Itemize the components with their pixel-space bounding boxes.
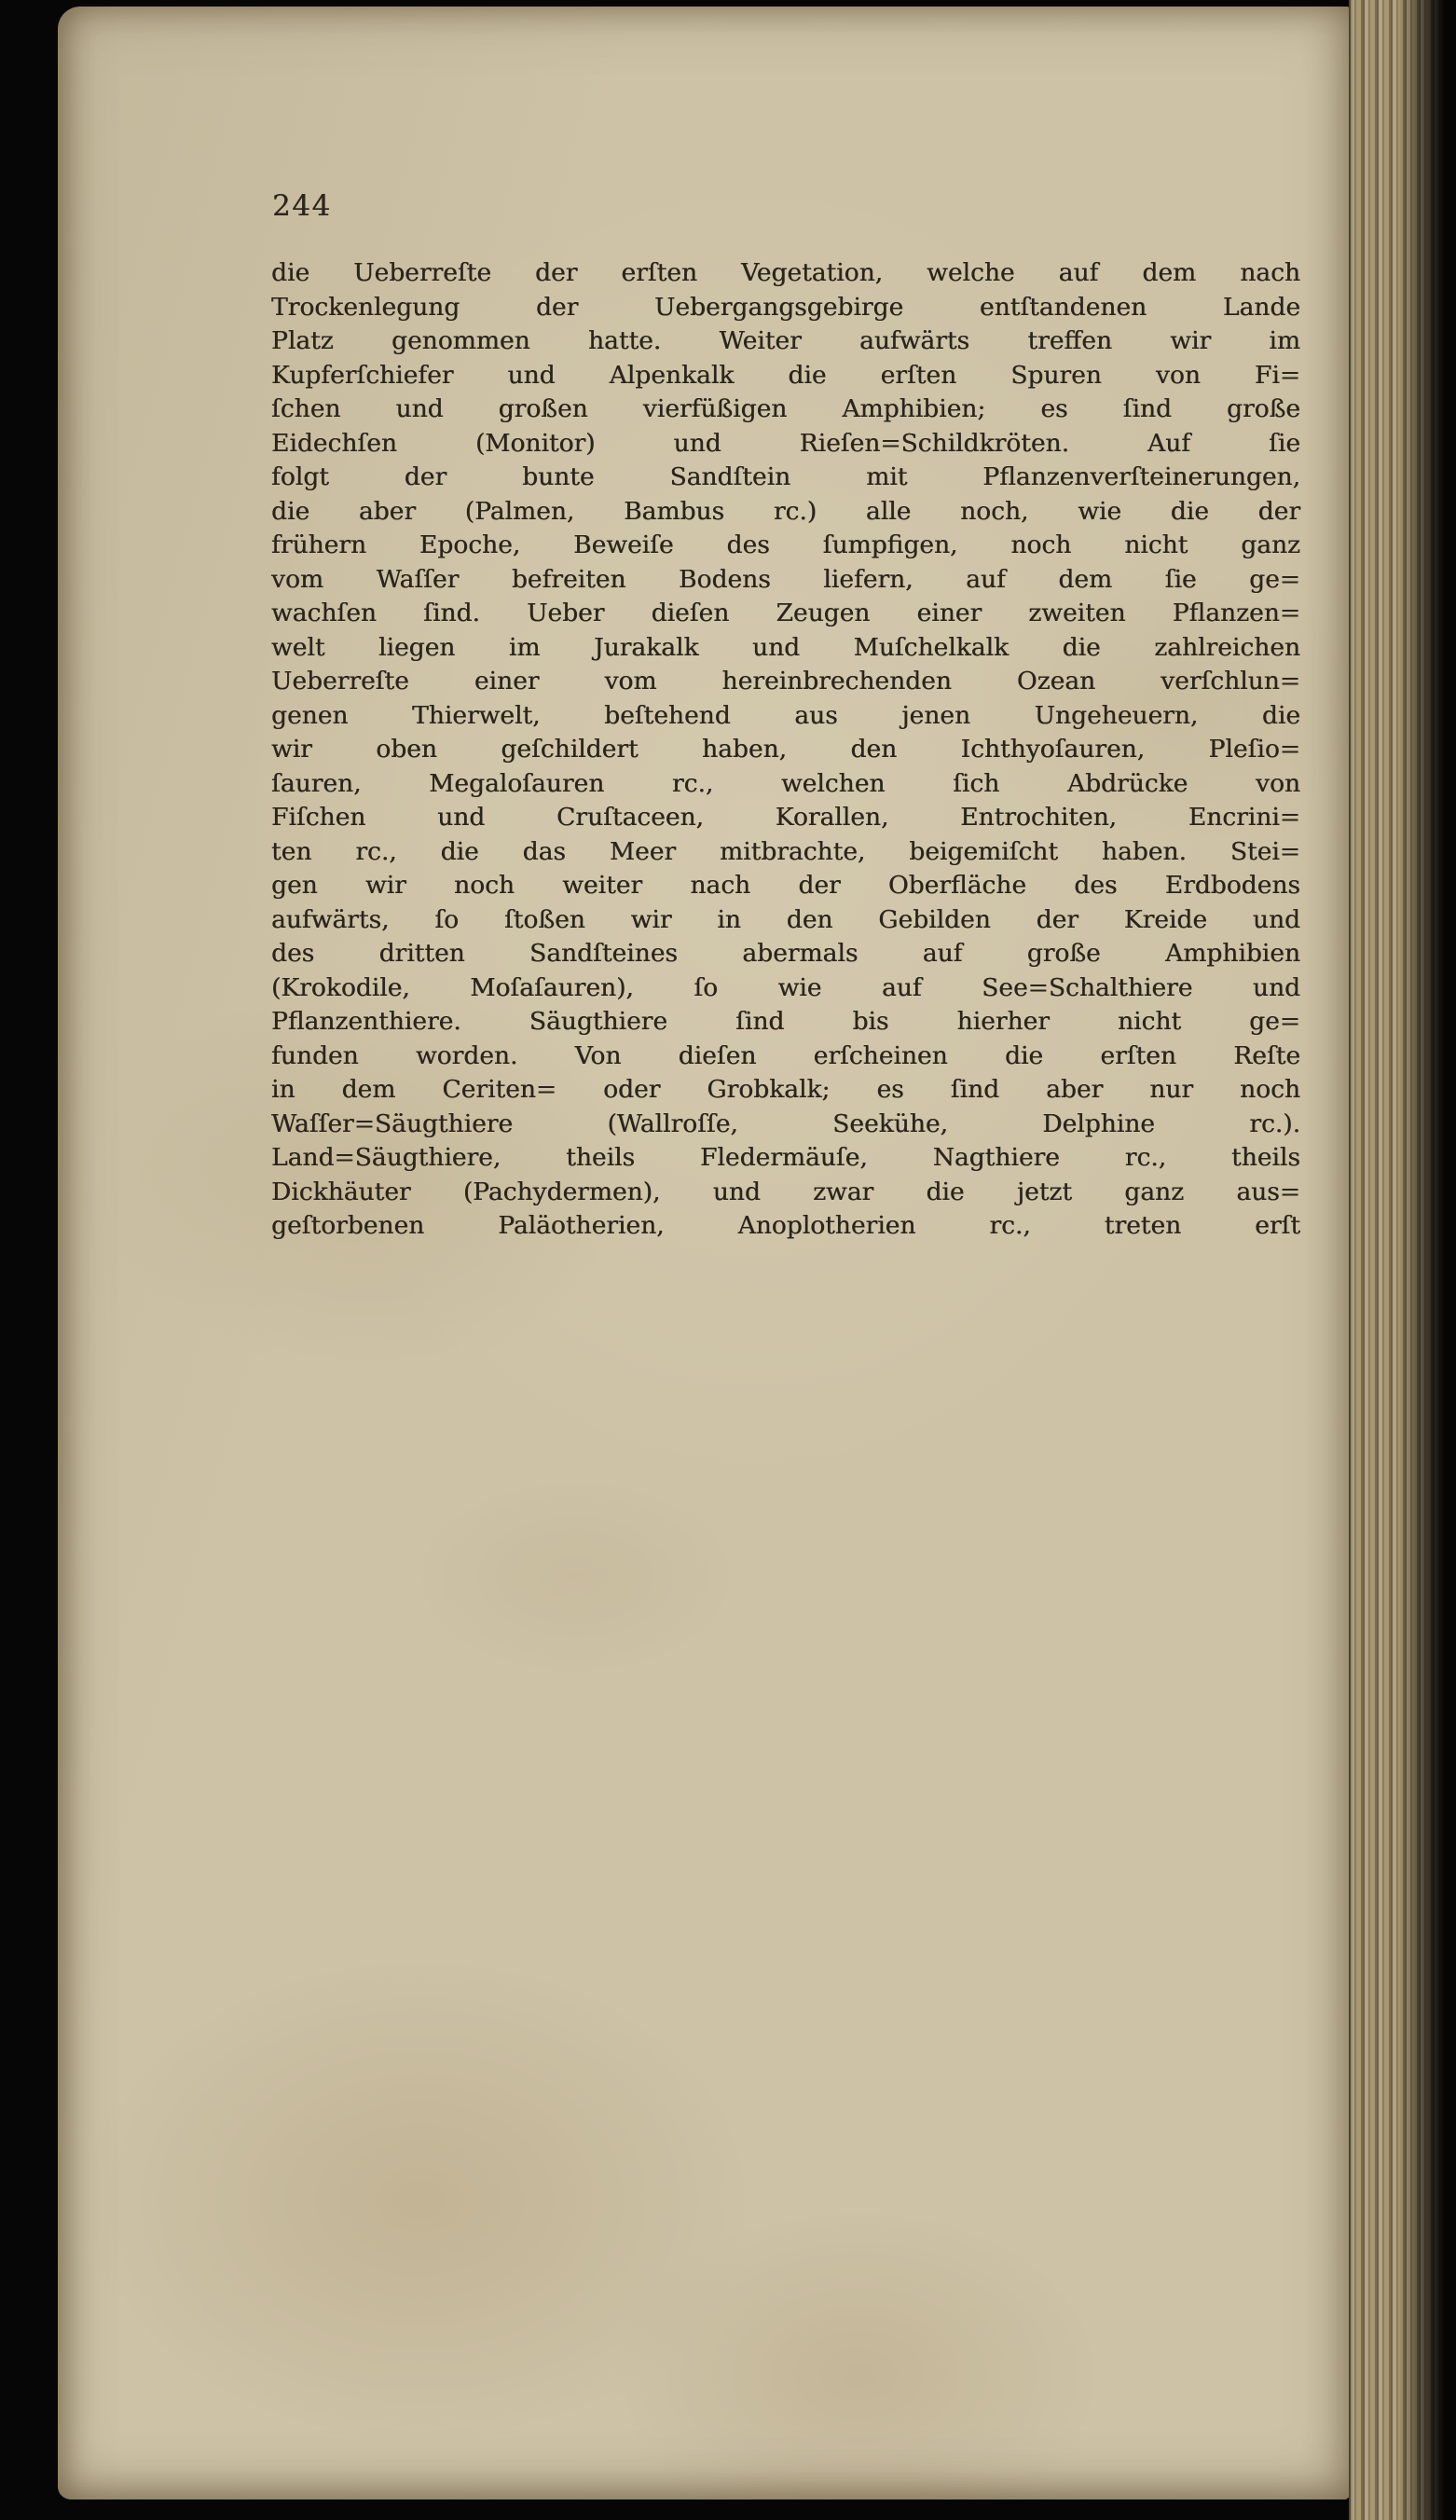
text-line: aufwärts, ſo ſtoßen wir in den Gebilden der Kreide und [271, 904, 1300, 934]
text-line: gen wir noch weiter nach der Oberfläche des Erdbodens [271, 871, 1300, 900]
text-line: funden worden. Von dieſen erſcheinen die erſten Reſte [271, 1040, 1300, 1070]
text-line: ſchen und großen vierfüßigen Amphibien; es ſind große [271, 394, 1300, 423]
text-line: welt liegen im Jurakalk und Muſchelkalk die zahlreichen [271, 632, 1300, 662]
text-line: Pflanzenthiere. Säugthiere ſind bis hierher nicht ge= [271, 1007, 1300, 1036]
book-fore-edge [1349, 0, 1447, 2520]
text-line: Waſſer=Säugthiere (Wallroſſe, Seekühe, Delphine rc.). [271, 1109, 1300, 1138]
text-line: wir oben geſchildert haben, den Ichthyoſauren, Pleſio= [271, 735, 1300, 764]
text-line: Ueberreſte einer vom hereinbrechenden Ozean verſchlun= [271, 667, 1300, 695]
text-line: Land=Säugthiere, theils Fledermäuſe, Nagthiere rc., theils [271, 1143, 1300, 1172]
text-line: die aber (Palmen, Bambus rc.) alle noch, wie die der [271, 496, 1300, 526]
body-text [271, 256, 1300, 1244]
page-number: 244 [272, 189, 332, 223]
text-line: folgt der bunte Sandſtein mit Pflanzenverſteinerungen, [271, 462, 1300, 491]
scan-border [1445, 0, 1456, 2520]
text-line: Fiſchen und Cruſtaceen, Korallen, Entrochiten, Encrini= [271, 803, 1300, 832]
text-line: (Krokodile, Moſaſauren), ſo wie auf See=Schalthiere und [271, 972, 1300, 1002]
text-line: ten rc., die das Meer mitbrachte, beigemiſcht haben. Stei= [271, 836, 1300, 866]
text-line: vom Waſſer befreiten Bodens liefern, auf dem ſie ge= [271, 564, 1300, 594]
text-line: des dritten Sandſteines abermals auf große Amphibien [271, 939, 1300, 968]
text-line: ſauren, Megaloſauren rc., welchen ſich Abdrücke von [271, 768, 1300, 798]
text-line: wachſen ſind. Ueber dieſen Zeugen einer zweiten Pflanzen= [271, 599, 1300, 627]
text-line: Kupferſchiefer und Alpenkalk die erſten Spuren von Fi= [271, 360, 1300, 390]
text-line: Dickhäuter (Pachydermen), und zwar die jetzt ganz aus= [271, 1177, 1300, 1206]
text-line: frühern Epoche, Beweiſe des ſumpfigen, noch nicht ganz [271, 530, 1300, 559]
text-line: geſtorbenen Paläotherien, Anoplotherien rc., treten erſt [271, 1211, 1300, 1240]
text-line: Platz genommen hatte. Weiter aufwärts treffen wir im [271, 326, 1300, 355]
book-page [58, 7, 1350, 2499]
text-line: Trockenlegung der Uebergangsgebirge entſtandenen Lande [271, 292, 1300, 322]
text-line: in dem Ceriten= oder Grobkalk; es ſind aber nur noch [271, 1075, 1300, 1104]
text-line: Eidechſen (Monitor) und Rieſen=Schildkröten. Auf ſie [271, 428, 1300, 458]
text-line: genen Thierwelt, beſtehend aus jenen Ungeheuern, die [271, 700, 1300, 730]
text-line: die Ueberreſte der erſten Vegetation, welche auf dem nach [271, 258, 1300, 287]
